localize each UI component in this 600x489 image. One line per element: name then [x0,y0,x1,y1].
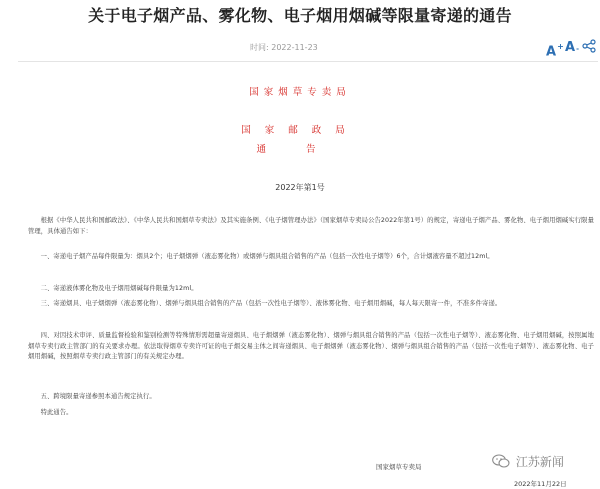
font-decrease-glyph: A [565,40,576,55]
paragraph-closing: 特此通告。 [40,409,73,416]
paragraph-intro: 根据《中华人民共和国邮政法》、《中华人民共和国烟草专卖法》及其实施条例、《电子烟管理办法》（国家烟草专卖局公告2022年第1号）的规定，寄递电子烟产品、雾化物、电子烟用烟碱实行限量管理，具体通告如下： [28,217,594,235]
signature-org: 国家烟草专卖局 [376,463,422,471]
publish-time-label: 时间: [250,43,269,52]
font-increase-button[interactable] [546,40,564,60]
paragraph-2: 二、寄递液体雾化物及电子烟用烟碱每件限量为12ml。 [40,285,198,292]
issuer-postal: 国家邮政局 [241,125,359,136]
share-icon [582,39,596,53]
font-decrease-button[interactable] [565,40,579,57]
paragraph-4: 四、对因技术审评、质量监督检验和鉴别检测等特殊情形需超量寄递烟具、电子烟烟弹（液态雾化物）、烟弹与烟具组合销售的产品（包括一次性电子烟等）、液态雾化物、电子烟用烟碱，按照属地烟草专卖行政主管部门的有关要求办理。依法取得烟草专卖许可证的电子烟交易主体之间寄递烟具、电子烟烟弹（液态雾化物）、烟弹与烟具组合销售的产品（包括一次性电子烟等）、液态雾化物、电子烟用烟碱，按照烟草专卖行政主管部门的有关规定办理。 [28,332,594,360]
paragraph-5: 五、跨境限量寄递参照本通告规定执行。 [40,393,156,400]
header-divider [18,61,598,62]
article-meta [0,40,600,60]
document-number: 2022年第1号 [275,183,325,192]
wechat-icon [492,454,510,469]
watermark-text: 江苏新闻 [515,455,564,469]
font-increase-sup: + [557,42,564,51]
font-decrease-sub: - [576,45,579,53]
article-headline: 关于电子烟产品、雾化物、电子烟用烟碱等限量寄递的通告 [88,6,512,25]
issuer-tobacco: 国家烟草专卖局 [249,87,351,98]
notice-title: 通告 [256,144,356,155]
share-button[interactable] [582,39,596,53]
paragraph-3: 三、寄递烟具、电子烟烟弹（液态雾化物）、烟弹与烟具组合销售的产品（包括一次性电子烟等）、液体雾化物、电子烟用烟碱，每人每天限寄一件，不准多件寄递。 [40,300,502,307]
paragraph-1: 一、寄递电子烟产品每件限量为：烟具2个；电子烟烟弹（液态雾化物）或烟弹与烟具组合销售的产品（包括一次性电子烟等）6个，合计烟液容量不超过12ml。 [40,253,494,260]
signature-date: 2022年11月22日 [514,480,567,488]
publish-time-value: 2022-11-23 [271,43,318,52]
font-increase-glyph: A [546,44,557,60]
publish-time [250,42,318,53]
watermark [492,453,564,471]
